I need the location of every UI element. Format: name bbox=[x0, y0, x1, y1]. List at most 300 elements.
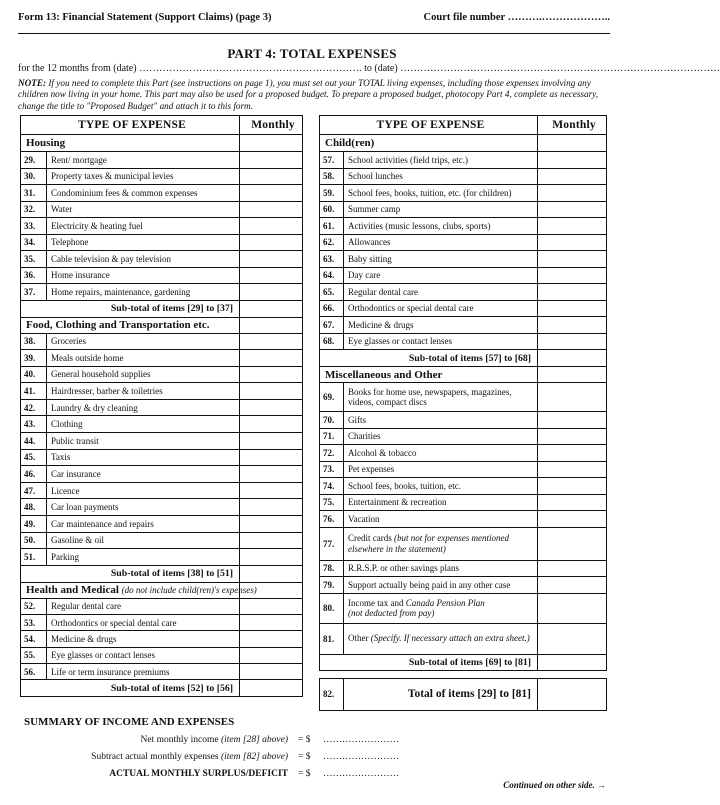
expense-label: Day care bbox=[348, 270, 381, 281]
expense-row bbox=[320, 300, 607, 317]
expense-label: Telephone bbox=[51, 237, 89, 248]
section-blank-cell bbox=[538, 135, 607, 152]
monthly-amount[interactable] bbox=[538, 428, 607, 445]
monthly-amount[interactable] bbox=[538, 234, 607, 251]
expense-label-cell bbox=[47, 598, 240, 614]
expense-row bbox=[320, 511, 607, 528]
monthly-amount[interactable] bbox=[240, 433, 303, 450]
expense-label: Eye glasses or contact lenses bbox=[51, 650, 155, 661]
monthly-amount[interactable] bbox=[240, 466, 303, 483]
expense-label: Groceries bbox=[51, 336, 86, 347]
expense-label: Car loan payments bbox=[51, 502, 119, 513]
expense-row bbox=[21, 201, 303, 218]
expense-label-cell bbox=[344, 577, 538, 594]
monthly-amount[interactable] bbox=[240, 416, 303, 433]
expense-row bbox=[21, 185, 303, 202]
subtotal-amount[interactable] bbox=[538, 654, 607, 670]
monthly-amount[interactable] bbox=[240, 218, 303, 235]
header-divider bbox=[18, 33, 610, 34]
item-number: 38. bbox=[21, 333, 47, 350]
note bbox=[18, 78, 610, 112]
item-number: 46. bbox=[21, 466, 47, 483]
expense-row bbox=[21, 366, 303, 383]
expense-label-cell bbox=[47, 615, 240, 631]
expense-label-cell bbox=[344, 218, 538, 235]
monthly-amount[interactable] bbox=[538, 251, 607, 268]
expense-row bbox=[320, 218, 607, 235]
expense-row bbox=[320, 185, 607, 202]
note-text: If you need to complete this Part (see instructions on page 1), you must set out your TOTAL living expenses, including those expenses involving any children now living in your home. This part may also be used for a proposed budget. To prepare a proposed budget, photocopy Part 4, complete as necessary, change the title to "Proposed Budget" and attach it to this form. bbox=[18, 78, 599, 111]
expense-label-cell bbox=[344, 267, 538, 284]
expense-row bbox=[320, 234, 607, 251]
expense-label-note: Canada Pension Plan bbox=[405, 597, 485, 608]
right-expense-table bbox=[319, 115, 607, 711]
expense-row bbox=[320, 560, 607, 577]
summary-label bbox=[141, 735, 289, 745]
expense-label-cell bbox=[47, 284, 240, 301]
item-number: 50. bbox=[21, 532, 47, 549]
item-number: 73. bbox=[320, 461, 344, 478]
expense-label: Credit cards bbox=[348, 533, 392, 543]
summary-amount-field[interactable]: …………………… bbox=[323, 752, 399, 762]
expense-label-cell bbox=[344, 152, 538, 169]
expense-row bbox=[21, 152, 303, 169]
monthly-amount[interactable] bbox=[538, 577, 607, 594]
expense-label: Home repairs, maintenance, gardening bbox=[51, 286, 191, 297]
item-number: 80. bbox=[320, 593, 344, 623]
expense-label: Support actually being paid in any other case bbox=[348, 579, 511, 590]
item-number: 59. bbox=[320, 185, 344, 202]
expense-label: Life or term insurance premiums bbox=[51, 666, 170, 677]
subtotal-amount[interactable] bbox=[240, 300, 303, 317]
subtotal-label: Sub-total of items [38] to [51] bbox=[21, 565, 240, 582]
section-title: Housing bbox=[21, 135, 240, 152]
monthly-amount[interactable] bbox=[240, 482, 303, 499]
subtotal-amount[interactable] bbox=[538, 350, 607, 367]
type-of-expense-header: TYPE OF EXPENSE bbox=[320, 116, 538, 135]
expense-label-cell bbox=[344, 251, 538, 268]
monthly-amount[interactable] bbox=[240, 152, 303, 169]
expense-row bbox=[320, 412, 607, 429]
item-number: 44. bbox=[21, 433, 47, 450]
subtotal-amount[interactable] bbox=[240, 680, 303, 697]
expense-row bbox=[320, 445, 607, 462]
part-title: PART 4: TOTAL EXPENSES bbox=[227, 46, 397, 61]
item-number: 41. bbox=[21, 383, 47, 400]
expense-label: Meals outside home bbox=[51, 352, 124, 363]
monthly-amount[interactable] bbox=[240, 516, 303, 533]
summary-label bbox=[91, 752, 288, 762]
expense-label-cell bbox=[344, 560, 538, 577]
expense-label: Home insurance bbox=[51, 270, 110, 281]
expense-label: Medicine & drugs bbox=[51, 634, 117, 645]
expense-label-cell bbox=[344, 428, 538, 445]
expense-label-cell bbox=[344, 383, 538, 412]
expense-label: Gasoline & oil bbox=[51, 535, 104, 546]
expense-row bbox=[320, 428, 607, 445]
expense-label-cell bbox=[344, 527, 538, 560]
subtotal-row bbox=[21, 565, 303, 582]
item-number: 60. bbox=[320, 201, 344, 218]
expense-label-cell bbox=[47, 366, 240, 383]
expense-label: General household supplies bbox=[51, 369, 151, 380]
expense-label: Eye glasses or contact lenses bbox=[348, 336, 452, 347]
item-number: 79. bbox=[320, 577, 344, 594]
item-number: 29. bbox=[21, 152, 47, 169]
item-number: 48. bbox=[21, 499, 47, 516]
monthly-amount[interactable] bbox=[240, 201, 303, 218]
monthly-amount[interactable] bbox=[538, 383, 607, 412]
summary-row bbox=[0, 735, 624, 749]
item-number: 47. bbox=[21, 482, 47, 499]
expense-label-cell bbox=[47, 267, 240, 284]
summary-equals: = $ bbox=[298, 769, 311, 779]
expense-label-cell bbox=[344, 445, 538, 462]
expense-label: School fees, books, tuition, etc. bbox=[348, 480, 461, 491]
monthly-amount[interactable] bbox=[240, 631, 303, 647]
item-number: 69. bbox=[320, 383, 344, 412]
continued-note: Continued on other side. → bbox=[503, 780, 606, 790]
summary-label bbox=[109, 769, 288, 779]
expense-label-cell bbox=[47, 218, 240, 235]
expense-label: Regular dental care bbox=[348, 286, 418, 297]
expense-label-cell bbox=[344, 317, 538, 334]
item-number: 74. bbox=[320, 478, 344, 495]
expense-label: Other bbox=[348, 633, 369, 644]
expense-row bbox=[320, 383, 607, 412]
section-blank-cell bbox=[538, 367, 607, 383]
expense-row bbox=[320, 333, 607, 350]
expense-label-cell bbox=[344, 300, 538, 317]
item-number: 52. bbox=[21, 598, 47, 614]
expense-label: Rent/ mortgage bbox=[51, 154, 107, 165]
expense-row bbox=[320, 168, 607, 185]
expense-row bbox=[320, 577, 607, 594]
expense-label: Vacation bbox=[348, 513, 380, 524]
monthly-amount[interactable] bbox=[240, 598, 303, 614]
item-number: 31. bbox=[21, 185, 47, 202]
expense-label: Medicine & drugs bbox=[348, 319, 414, 330]
summary-row bbox=[0, 752, 624, 766]
spacer-row bbox=[320, 670, 607, 678]
expense-label: Parking bbox=[51, 552, 79, 563]
monthly-amount[interactable] bbox=[240, 383, 303, 400]
expense-label: Baby sitting bbox=[348, 253, 392, 264]
monthly-amount[interactable] bbox=[240, 449, 303, 466]
item-number: 33. bbox=[21, 218, 47, 235]
expense-label: Clothing bbox=[51, 419, 83, 430]
item-number: 62. bbox=[320, 234, 344, 251]
expense-label-cell bbox=[47, 433, 240, 450]
expense-label: School lunches bbox=[348, 171, 403, 182]
item-number: 68. bbox=[320, 333, 344, 350]
expense-row bbox=[21, 218, 303, 235]
expense-row bbox=[21, 532, 303, 549]
expense-row bbox=[320, 478, 607, 495]
expense-label: Taxis bbox=[51, 452, 71, 463]
summary-label-text: ACTUAL MONTHLY SURPLUS/DEFICIT bbox=[109, 769, 288, 779]
expense-label: Pet expenses bbox=[348, 464, 395, 475]
item-number: 53. bbox=[21, 615, 47, 631]
column-header-row bbox=[320, 116, 607, 135]
item-number: 35. bbox=[21, 251, 47, 268]
item-number: 55. bbox=[21, 647, 47, 663]
monthly-amount[interactable] bbox=[240, 267, 303, 284]
summary-label-ref: (item [82] above) bbox=[220, 752, 288, 762]
spacer-cell bbox=[320, 670, 607, 678]
monthly-amount[interactable] bbox=[538, 593, 607, 623]
item-number: 54. bbox=[21, 631, 47, 647]
monthly-amount[interactable] bbox=[240, 366, 303, 383]
expense-label-cell bbox=[344, 461, 538, 478]
left-expense-table bbox=[20, 115, 303, 697]
monthly-amount[interactable] bbox=[538, 267, 607, 284]
monthly-amount[interactable] bbox=[240, 234, 303, 251]
summary-amount-field[interactable]: …………………… bbox=[323, 735, 399, 745]
monthly-amount[interactable] bbox=[538, 527, 607, 560]
monthly-amount[interactable] bbox=[240, 532, 303, 549]
expense-label: Gifts bbox=[348, 414, 366, 425]
monthly-amount[interactable] bbox=[240, 615, 303, 631]
section-blank-cell bbox=[240, 135, 303, 152]
expense-row bbox=[320, 267, 607, 284]
monthly-amount[interactable] bbox=[240, 333, 303, 350]
section-title-note: (do not include child(ren)'s expenses) bbox=[121, 585, 257, 596]
expense-row bbox=[21, 168, 303, 185]
section-food bbox=[21, 317, 303, 333]
summary-label-text: Subtract actual monthly expenses bbox=[91, 752, 219, 762]
section-health bbox=[21, 582, 303, 598]
type-of-expense-header: TYPE OF EXPENSE bbox=[21, 116, 240, 135]
item-number: 81. bbox=[320, 623, 344, 654]
expense-row bbox=[21, 333, 303, 350]
item-number: 32. bbox=[21, 201, 47, 218]
expense-label-cell bbox=[47, 499, 240, 516]
expense-label-cell bbox=[47, 416, 240, 433]
monthly-amount[interactable] bbox=[538, 461, 607, 478]
form-title: Form 13: Financial Statement (Support Claims) (page 3) bbox=[18, 12, 272, 23]
subtotal-amount[interactable] bbox=[240, 565, 303, 582]
item-number: 70. bbox=[320, 412, 344, 429]
item-number: 34. bbox=[21, 234, 47, 251]
expense-row bbox=[320, 527, 607, 560]
expense-label-cell bbox=[344, 185, 538, 202]
expense-label-cell bbox=[344, 623, 538, 654]
expense-label: Laundry & dry cleaning bbox=[51, 402, 138, 413]
expense-row bbox=[21, 482, 303, 499]
summary-equals: = $ bbox=[298, 735, 311, 745]
expense-label-cell bbox=[344, 201, 538, 218]
item-number: 61. bbox=[320, 218, 344, 235]
item-number: 63. bbox=[320, 251, 344, 268]
monthly-amount[interactable] bbox=[240, 168, 303, 185]
monthly-amount[interactable] bbox=[240, 549, 303, 566]
expense-label: Activities (music lessons, clubs, sports) bbox=[348, 220, 491, 231]
monthly-amount[interactable] bbox=[538, 152, 607, 169]
court-file-number: Court file number ……….……………….. bbox=[423, 12, 610, 23]
section-title-cell bbox=[21, 582, 257, 598]
monthly-amount[interactable] bbox=[538, 412, 607, 429]
section-housing bbox=[21, 135, 303, 152]
section-title: Health and Medical bbox=[26, 584, 119, 597]
subtotal-row bbox=[21, 300, 303, 317]
item-number: 72. bbox=[320, 445, 344, 462]
section-blank-cell bbox=[240, 317, 303, 333]
expense-label-cell bbox=[344, 593, 538, 623]
expense-label-note: (not deducted from pay) bbox=[348, 608, 435, 618]
expense-row bbox=[320, 317, 607, 334]
expense-label: Public transit bbox=[51, 435, 99, 446]
expense-row bbox=[21, 383, 303, 400]
expense-label-note: (but not for expenses mentioned elsewhere in the statement) bbox=[348, 533, 509, 554]
total-label: Total of items [29] to [81] bbox=[344, 678, 538, 710]
total-row bbox=[320, 678, 607, 710]
summary-label-ref: (item [28] above) bbox=[220, 735, 288, 745]
expense-row bbox=[21, 499, 303, 516]
subtotal-label: Sub-total of items [57] to [68] bbox=[320, 350, 538, 367]
expense-label: Hairdresser, barber & toiletries bbox=[51, 386, 163, 397]
expense-label: Income tax and bbox=[348, 597, 404, 608]
monthly-amount[interactable] bbox=[538, 201, 607, 218]
monthly-header: Monthly bbox=[240, 116, 303, 135]
item-number: 49. bbox=[21, 516, 47, 533]
item-number: 76. bbox=[320, 511, 344, 528]
expense-label: Condominium fees & common expenses bbox=[51, 187, 198, 198]
expense-label: Licence bbox=[51, 485, 80, 496]
expense-row bbox=[320, 251, 607, 268]
expense-label-cell bbox=[47, 152, 240, 169]
expense-label: Allowances bbox=[348, 237, 391, 248]
expense-label-cell bbox=[47, 532, 240, 549]
monthly-amount[interactable] bbox=[538, 494, 607, 511]
expense-label-cell bbox=[47, 234, 240, 251]
item-number: 71. bbox=[320, 428, 344, 445]
subtotal-row bbox=[320, 654, 607, 670]
expense-label-cell bbox=[344, 333, 538, 350]
monthly-amount[interactable] bbox=[538, 168, 607, 185]
monthly-amount[interactable] bbox=[240, 647, 303, 663]
expense-row bbox=[21, 631, 303, 647]
monthly-amount[interactable] bbox=[240, 499, 303, 516]
monthly-amount[interactable] bbox=[538, 300, 607, 317]
expense-label-cell bbox=[47, 449, 240, 466]
item-number: 75. bbox=[320, 494, 344, 511]
subtotal-row bbox=[21, 680, 303, 697]
monthly-amount[interactable] bbox=[240, 185, 303, 202]
expense-label: Regular dental care bbox=[51, 601, 121, 612]
item-number: 40. bbox=[21, 366, 47, 383]
summary-amount-field[interactable]: …………………… bbox=[323, 769, 399, 779]
expense-label-cell bbox=[47, 333, 240, 350]
expense-label: R.R.S.P. or other savings plans bbox=[348, 563, 460, 574]
summary-label-text: Net monthly income bbox=[140, 735, 219, 745]
monthly-amount[interactable] bbox=[538, 185, 607, 202]
section-misc bbox=[320, 367, 607, 383]
subtotal-label: Sub-total of items [52] to [56] bbox=[21, 680, 240, 697]
monthly-amount[interactable] bbox=[538, 333, 607, 350]
monthly-amount[interactable] bbox=[538, 511, 607, 528]
monthly-amount[interactable] bbox=[538, 478, 607, 495]
expense-label: Car insurance bbox=[51, 469, 101, 480]
monthly-amount[interactable] bbox=[538, 284, 607, 301]
expense-label-cell bbox=[47, 251, 240, 268]
monthly-amount[interactable] bbox=[240, 284, 303, 301]
expense-label-cell bbox=[344, 511, 538, 528]
expense-row bbox=[21, 664, 303, 680]
note-label: NOTE: bbox=[18, 78, 47, 88]
expense-label: Cable television & pay television bbox=[51, 253, 171, 264]
expense-label-cell bbox=[344, 168, 538, 185]
expense-label-cell bbox=[47, 549, 240, 566]
subtotal-label: Sub-total of items [69] to [81] bbox=[320, 654, 538, 670]
expense-row bbox=[21, 433, 303, 450]
summary-title: SUMMARY OF INCOME AND EXPENSES bbox=[24, 716, 235, 728]
expense-label-cell bbox=[344, 478, 538, 495]
expense-row bbox=[21, 284, 303, 301]
expense-row bbox=[320, 201, 607, 218]
expense-label: Alcohol & tobacco bbox=[348, 447, 417, 458]
expense-row bbox=[21, 549, 303, 566]
section-children bbox=[320, 135, 607, 152]
expense-label-cell bbox=[47, 466, 240, 483]
page-header bbox=[18, 12, 610, 28]
expense-label: Property taxes & municipal levies bbox=[51, 171, 174, 182]
item-number: 67. bbox=[320, 317, 344, 334]
total-amount[interactable] bbox=[538, 678, 607, 710]
expense-row bbox=[21, 449, 303, 466]
expense-label-cell bbox=[47, 383, 240, 400]
item-number: 77. bbox=[320, 527, 344, 560]
expense-label: Books for home use, newspapers, magazines, videos, compact discs bbox=[348, 386, 512, 407]
expense-row bbox=[21, 466, 303, 483]
expense-row bbox=[320, 284, 607, 301]
expense-label-cell bbox=[47, 399, 240, 416]
expense-row bbox=[21, 615, 303, 631]
expense-label-cell bbox=[47, 482, 240, 499]
monthly-amount[interactable] bbox=[538, 445, 607, 462]
monthly-amount[interactable] bbox=[538, 317, 607, 334]
expense-row bbox=[21, 416, 303, 433]
monthly-amount[interactable] bbox=[538, 218, 607, 235]
item-number: 65. bbox=[320, 284, 344, 301]
monthly-amount[interactable] bbox=[240, 350, 303, 367]
item-number: 39. bbox=[21, 350, 47, 367]
expense-label: Car maintenance and repairs bbox=[51, 518, 154, 529]
expense-label-cell bbox=[47, 201, 240, 218]
summary-equals: = $ bbox=[298, 752, 311, 762]
subtotal-row bbox=[320, 350, 607, 367]
monthly-amount[interactable] bbox=[538, 623, 607, 654]
expense-row bbox=[21, 267, 303, 284]
expense-label-cell bbox=[47, 350, 240, 367]
item-number: 43. bbox=[21, 416, 47, 433]
item-number: 64. bbox=[320, 267, 344, 284]
monthly-amount[interactable] bbox=[240, 399, 303, 416]
monthly-amount[interactable] bbox=[538, 560, 607, 577]
item-number: 57. bbox=[320, 152, 344, 169]
item-number: 78. bbox=[320, 560, 344, 577]
monthly-amount[interactable] bbox=[240, 664, 303, 680]
expense-label: Summer camp bbox=[348, 204, 401, 215]
expense-label: Electricity & heating fuel bbox=[51, 220, 143, 231]
expense-row bbox=[320, 593, 607, 623]
expense-row bbox=[21, 350, 303, 367]
expense-row bbox=[21, 516, 303, 533]
item-number: 82. bbox=[320, 678, 344, 710]
expense-label: School activities (field trips, etc.) bbox=[348, 154, 468, 165]
monthly-header: Monthly bbox=[538, 116, 607, 135]
monthly-amount[interactable] bbox=[240, 251, 303, 268]
